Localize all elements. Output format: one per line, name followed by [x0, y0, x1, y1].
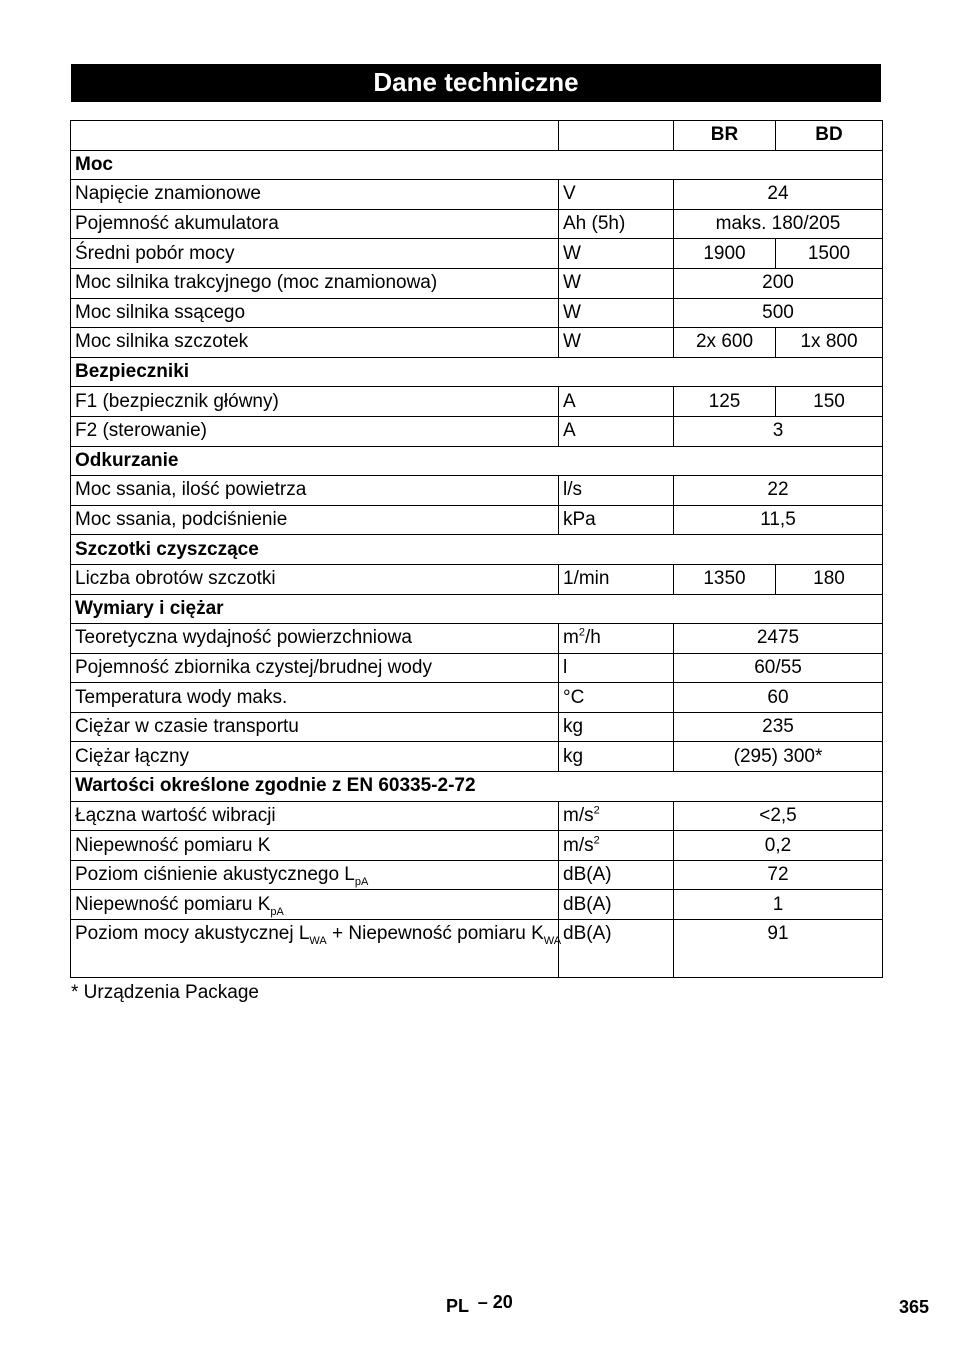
row-value: <2,5 [674, 801, 883, 831]
table-row [71, 831, 883, 861]
label-text: Poziom mocy akustycznej L [75, 923, 310, 945]
row-value-br: 2x 600 [674, 328, 776, 358]
table-row [71, 801, 883, 831]
row-value: (295) 300* [674, 742, 883, 772]
label-text: Łączna wartość wibracji [75, 804, 276, 826]
label-text: Pojemność akumulatora [75, 213, 279, 235]
unit-text: 1/min [563, 568, 610, 590]
row-label [71, 653, 559, 683]
table-row [71, 209, 883, 239]
label-text: Moc ssania, podciśnienie [75, 509, 288, 531]
section-header-row [71, 535, 883, 565]
row-value: 60/55 [674, 653, 883, 683]
unit-text: l/s [563, 479, 582, 501]
row-unit [559, 505, 674, 535]
row-value-br: 1350 [674, 564, 776, 594]
row-label [71, 505, 559, 535]
row-value-bd: 1x 800 [776, 328, 883, 358]
label-text: Niepewność pomiaru K [75, 893, 271, 915]
unit-text: W [563, 301, 581, 323]
unit-text: kg [563, 745, 584, 767]
unit-text: dB(A) [563, 864, 612, 886]
unit-text: W [563, 331, 581, 353]
row-value: 1 [674, 890, 883, 920]
row-unit [559, 476, 674, 506]
row-unit [559, 653, 674, 683]
row-label [71, 298, 559, 328]
row-value: 22 [674, 476, 883, 506]
row-value-bd: 150 [776, 387, 883, 417]
row-value: 235 [674, 712, 883, 742]
row-value: 11,5 [674, 505, 883, 535]
label-text: Ciężar w czasie transportu [75, 716, 299, 738]
section-header-row [71, 357, 883, 387]
row-value: 91 [674, 920, 883, 978]
table-row [71, 298, 883, 328]
label-text: Moc ssania, ilość powietrza [75, 479, 307, 501]
row-label [71, 860, 559, 890]
label-text: Moc silnika trakcyjnego (moc znamionowa) [75, 272, 438, 294]
row-label [71, 624, 559, 654]
section-title: Wymiary i ciężar [71, 594, 883, 624]
table-row [71, 742, 883, 772]
row-unit [559, 801, 674, 831]
row-unit [559, 860, 674, 890]
label-text: Teoretyczna wydajność powierzchniowa [75, 627, 412, 649]
row-unit [559, 268, 674, 298]
row-unit [559, 180, 674, 210]
row-label [71, 712, 559, 742]
row-label [71, 890, 559, 920]
section-title: Moc [71, 150, 883, 180]
table-row [71, 653, 883, 683]
row-unit [559, 712, 674, 742]
table-row [71, 683, 883, 713]
unit-superscript: 2 [578, 627, 585, 640]
table-row [71, 920, 883, 978]
row-unit [559, 742, 674, 772]
label-text: F2 (sterowanie) [75, 420, 207, 442]
label-text: F1 (bezpiecznik główny) [75, 390, 279, 412]
table-row [71, 268, 883, 298]
table-row [71, 476, 883, 506]
unit-text: kPa [563, 509, 596, 531]
page-number: 365 [899, 1297, 930, 1317]
row-label [71, 387, 559, 417]
row-unit [559, 890, 674, 920]
unit-text-after: /h [584, 627, 601, 649]
footer-language: PL [446, 1296, 469, 1316]
section-header-row [71, 446, 883, 476]
header-bd: BD [776, 121, 883, 151]
row-unit [559, 683, 674, 713]
unit-text: l [563, 656, 568, 678]
section-title: Wartości określone zgodnie z EN 60335-2-72 [71, 772, 883, 802]
section-title: Szczotki czyszczące [71, 535, 883, 565]
table-row [71, 239, 883, 269]
row-value-bd: 1500 [776, 239, 883, 269]
row-label [71, 268, 559, 298]
label-text: Ciężar łączny [75, 745, 190, 767]
header-empty-label [71, 121, 559, 151]
page-title: Dane techniczne [71, 64, 881, 102]
row-label [71, 416, 559, 446]
row-label [71, 209, 559, 239]
footnote: * Urządzenia Package [71, 982, 259, 1003]
row-unit [559, 831, 674, 861]
row-value: maks. 180/205 [674, 209, 883, 239]
table-row [71, 416, 883, 446]
label-text: Pojemność zbiornika czystej/brudnej wody [75, 656, 432, 678]
row-unit [559, 239, 674, 269]
unit-text: A [563, 390, 576, 412]
table-row [71, 328, 883, 358]
label-subscript: WA [309, 934, 327, 947]
technical-data-table [70, 120, 883, 978]
header-empty-unit [559, 121, 674, 151]
row-label [71, 683, 559, 713]
section-header-row [71, 594, 883, 624]
row-value: 72 [674, 860, 883, 890]
row-label [71, 476, 559, 506]
unit-text: W [563, 242, 581, 264]
row-unit [559, 209, 674, 239]
label-subscript: pA [354, 875, 369, 888]
unit-text: m/s [563, 834, 594, 856]
table-row [71, 505, 883, 535]
label-text: Temperatura wody maks. [75, 686, 288, 708]
row-label [71, 328, 559, 358]
row-label [71, 180, 559, 210]
table-header-row [71, 121, 883, 151]
row-value: 3 [674, 416, 883, 446]
table-row [71, 712, 883, 742]
row-label [71, 920, 562, 978]
label-subscript: pA [270, 905, 284, 918]
row-value: 2475 [674, 624, 883, 654]
unit-superscript: 2 [593, 804, 600, 817]
label-text: Moc silnika ssącego [75, 301, 246, 323]
section-header-row [71, 150, 883, 180]
unit-text: V [563, 183, 576, 205]
label-text: Napięcie znamionowe [75, 183, 261, 205]
table-row [71, 180, 883, 210]
section-title: Odkurzanie [71, 446, 883, 476]
row-unit [559, 328, 674, 358]
label-text: Moc silnika szczotek [75, 331, 249, 353]
unit-text: dB(A) [563, 893, 612, 915]
unit-text: W [563, 272, 581, 294]
unit-superscript: 2 [593, 834, 600, 847]
label-subscript: WA [543, 934, 562, 947]
row-unit [559, 416, 674, 446]
row-label [71, 564, 559, 594]
row-label [71, 742, 559, 772]
label-text-after: + Niepewność pomiaru K [326, 923, 544, 945]
row-value: 500 [674, 298, 883, 328]
section-title: Bezpieczniki [71, 357, 883, 387]
row-unit [559, 387, 674, 417]
row-value: 0,2 [674, 831, 883, 861]
section-header-row [71, 772, 883, 802]
row-label [71, 831, 559, 861]
table-row [71, 890, 883, 920]
table-row [71, 860, 883, 890]
page-footer [446, 1292, 513, 1317]
row-label [71, 801, 559, 831]
label-text: Liczba obrotów szczotki [75, 568, 276, 590]
row-unit [559, 564, 674, 594]
row-unit [559, 298, 674, 328]
row-unit [559, 920, 674, 978]
table-row [71, 564, 883, 594]
label-text: Średni pobór mocy [75, 242, 235, 264]
row-value: 60 [674, 683, 883, 713]
row-value: 200 [674, 268, 883, 298]
table-row [71, 387, 883, 417]
unit-text: kg [563, 716, 584, 738]
unit-text: m/s [563, 804, 594, 826]
unit-text: Ah (5h) [563, 213, 626, 235]
label-text: Niepewność pomiaru K [75, 834, 271, 856]
row-label [71, 239, 559, 269]
unit-text: m [563, 627, 579, 649]
row-value-br: 1900 [674, 239, 776, 269]
row-value-bd: 180 [776, 564, 883, 594]
row-unit [559, 624, 674, 654]
row-value: 24 [674, 180, 883, 210]
header-br: BR [674, 121, 776, 151]
unit-text: °C [563, 686, 585, 708]
footer-page-local: – 20 [477, 1292, 513, 1312]
row-value-br: 125 [674, 387, 776, 417]
unit-text: dB(A) [563, 923, 612, 945]
table-row [71, 624, 883, 654]
label-text: Poziom ciśnienie akustycznego L [75, 864, 355, 886]
unit-text: A [563, 420, 576, 442]
